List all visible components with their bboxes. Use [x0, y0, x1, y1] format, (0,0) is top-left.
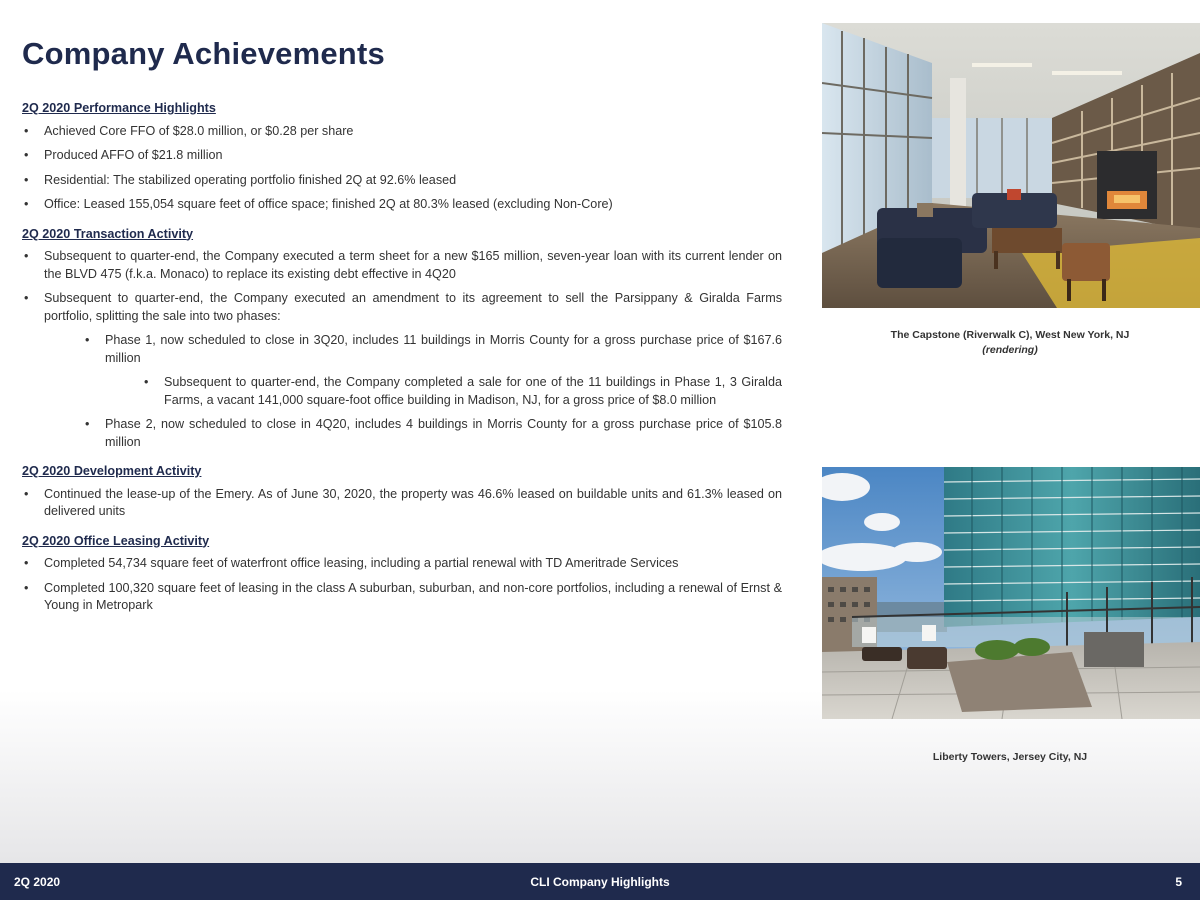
page-title: Company Achievements	[22, 36, 385, 71]
section-heading-performance: 2Q 2020 Performance Highlights	[22, 101, 216, 115]
list-item: • Residential: The stabilized operating portfolio finished 2Q at 92.6% leased	[22, 172, 782, 190]
list-item: • Phase 2, now scheduled to close in 4Q20, includes 4 buildings in Morris County for a gross purchase price of $105.8 million	[22, 416, 782, 451]
transaction-list	[22, 248, 782, 451]
footer-title: CLI Company Highlights	[530, 875, 670, 889]
footer-period: 2Q 2020	[14, 875, 61, 889]
list-item: • Completed 100,320 square feet of leasing in the class A suburban, suburban, and non-core portfolios, including a renewal of Ernst & Young in Metropark	[22, 580, 782, 615]
capstone-lounge-photo	[822, 23, 1200, 308]
liberty-towers-caption: Liberty Towers, Jersey City, NJ	[932, 751, 1088, 763]
capstone-caption-line2: (rendering)	[982, 344, 1038, 356]
list-item: • Subsequent to quarter-end, the Company executed a term sheet for a new $165 million, seven-year loan with its current lender on the BLVD 475 (f.k.a. Monaco) to replace its existing debt effective in 4Q20	[22, 248, 782, 283]
list-item: • Completed 54,734 square feet of waterfront office leasing, including a partial renewal with TD Ameritrade Services	[22, 555, 782, 573]
list-item: • Subsequent to quarter-end, the Company executed an amendment to its agreement to sell the Parsippany & Giralda Farms portfolio, splitting the sale into two phases:	[22, 290, 782, 325]
list-item: • Subsequent to quarter-end, the Company completed a sale for one of the 11 buildings in Phase 1, 3 Giralda Farms, a vacant 141,000 square-foot office building in Madison, NJ, for a gross price of $8.0 million	[22, 374, 782, 409]
performance-list	[22, 123, 782, 214]
list-item: • Office: Leased 155,054 square feet of office space; finished 2Q at 80.3% leased (excluding Non-Core)	[22, 196, 782, 214]
office-leasing-list	[22, 555, 782, 615]
list-item: • Achieved Core FFO of $28.0 million, or $0.28 per share	[22, 123, 782, 141]
development-list	[22, 486, 782, 521]
footer-bar	[0, 863, 1200, 900]
list-item: • Produced AFFO of $21.8 million	[22, 147, 782, 165]
capstone-caption-line1: The Capstone (Riverwalk C), West New York, NJ	[890, 329, 1130, 341]
section-heading-development: 2Q 2020 Development Activity	[22, 464, 202, 478]
capstone-caption	[840, 328, 1180, 358]
list-item: • Phase 1, now scheduled to close in 3Q20, includes 11 buildings in Morris County for a gross purchase price of $167.6 million	[22, 332, 782, 367]
section-heading-office-leasing: 2Q 2020 Office Leasing Activity	[22, 533, 210, 548]
section-heading-transaction: 2Q 2020 Transaction Activity	[22, 226, 194, 241]
list-item: • Continued the lease-up of the Emery. As of June 30, 2020, the property was 46.6% leased on buildable units and 61.3% leased on delivered units	[22, 486, 782, 521]
main-content	[22, 100, 782, 622]
liberty-towers-photo	[822, 467, 1200, 719]
page-number: 5	[1175, 875, 1182, 889]
